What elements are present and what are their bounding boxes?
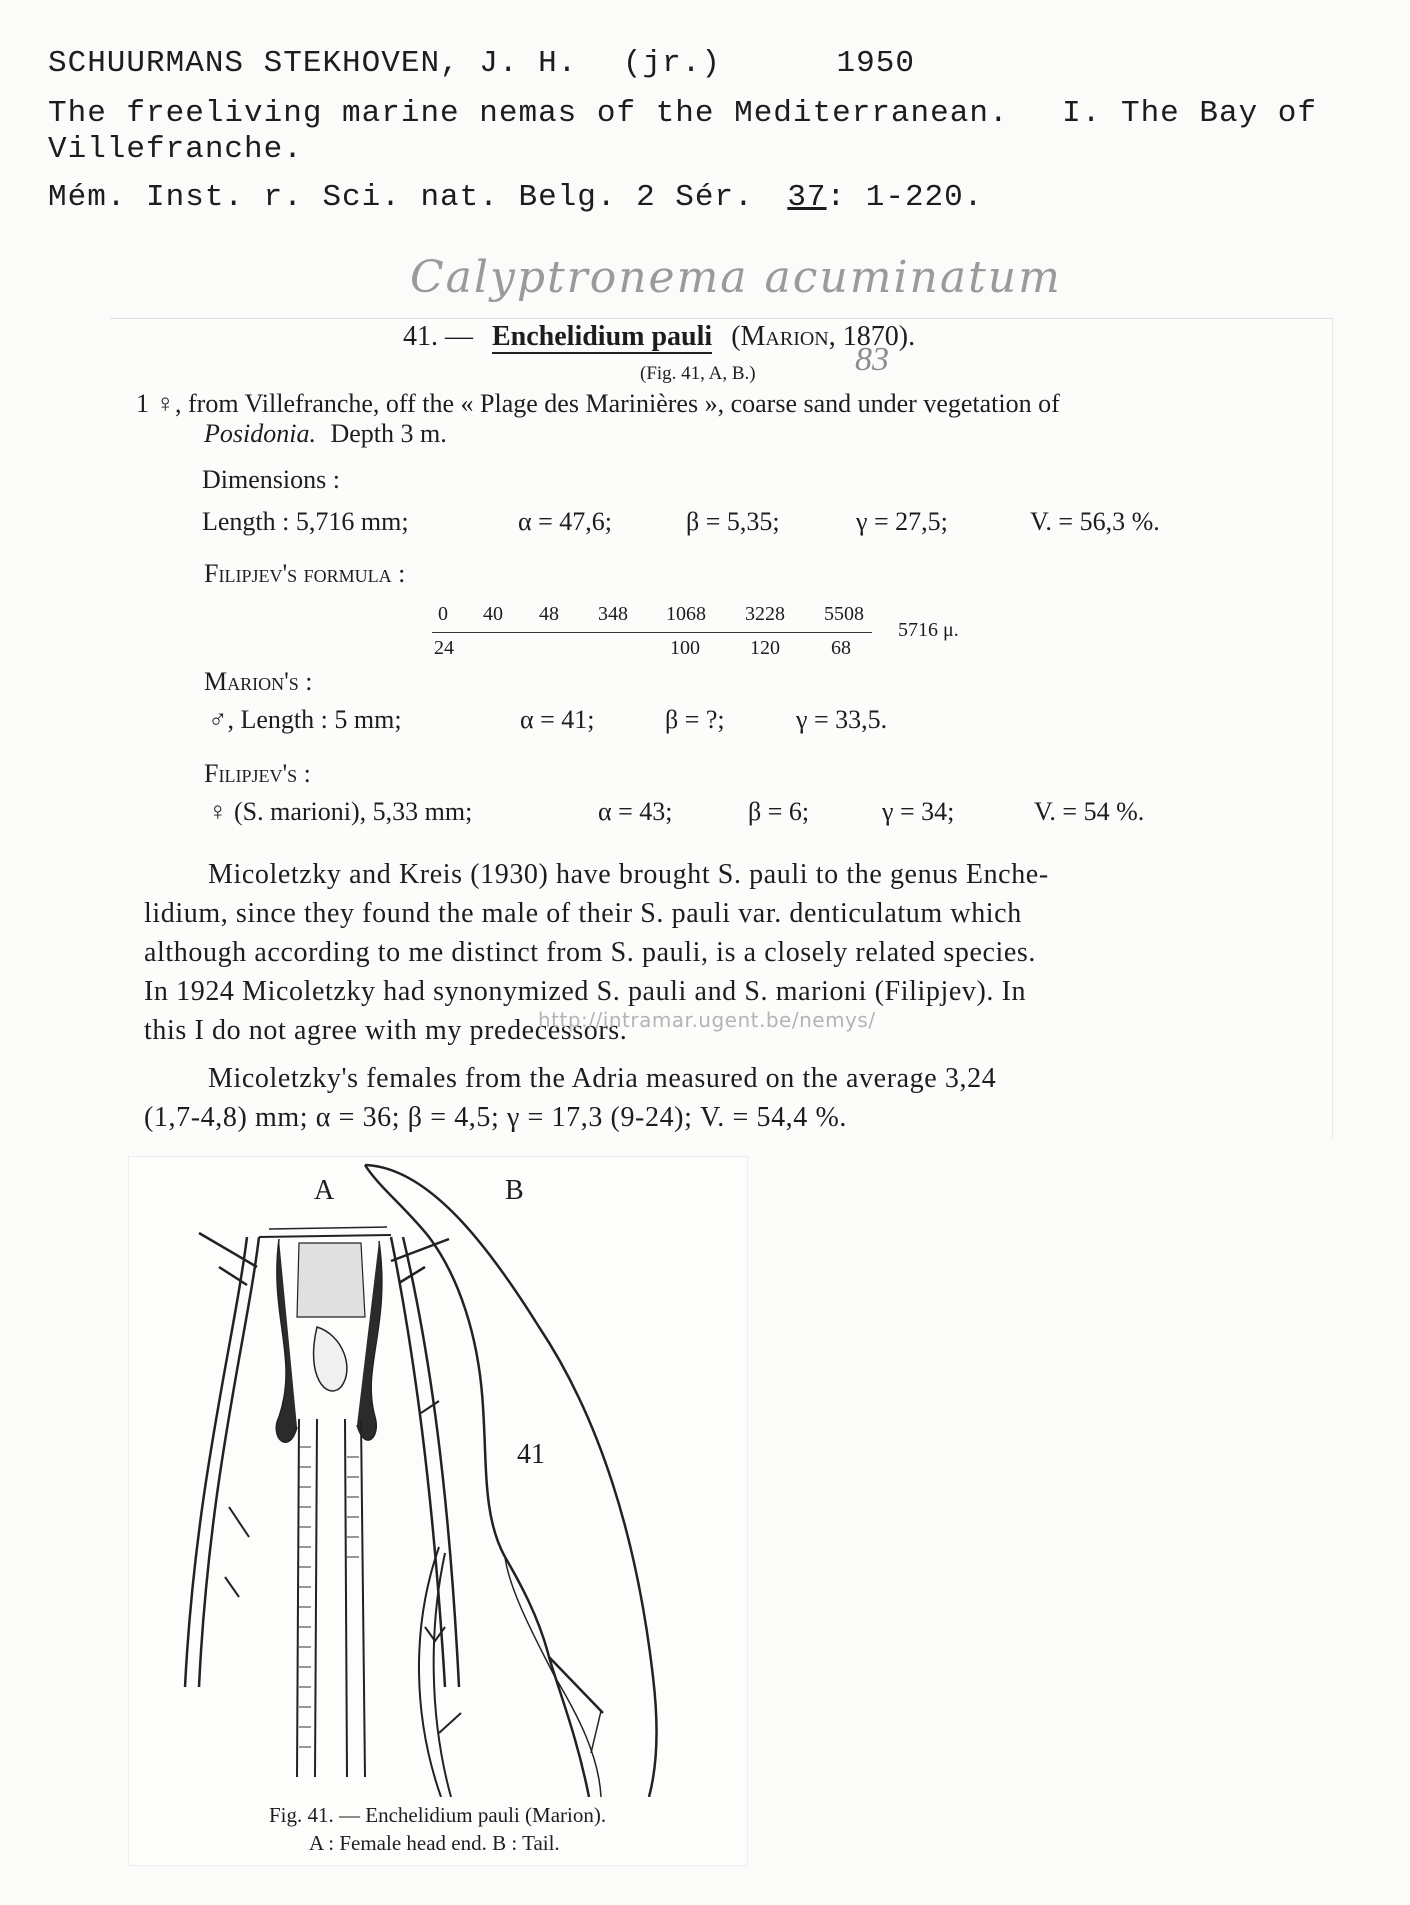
dimensions-beta: β = 5,35; bbox=[686, 507, 780, 536]
pages: : 1-220. bbox=[826, 180, 984, 215]
specimen-count: 1 ♀, bbox=[136, 389, 182, 418]
specimen-line2 bbox=[204, 419, 447, 449]
formula-top-cell: 1068 bbox=[666, 603, 706, 625]
marion-alpha: α = 41; bbox=[520, 705, 595, 734]
filipjev-heading: Filipjev's : bbox=[204, 759, 311, 788]
filipjev-formula bbox=[434, 603, 998, 663]
paragraph-line: In 1924 Micoletzky had synonymized S. pauli and S. marioni (Filipjev). In bbox=[144, 976, 1027, 1007]
filipjev-v: V. = 54 %. bbox=[1034, 797, 1145, 826]
journal: Mém. Inst. r. Sci. nat. Belg. 2 Sér. bbox=[48, 180, 754, 215]
formula-bottom-cell: 24 bbox=[434, 637, 454, 659]
watermark-url: http://intramar.ugent.be/nemys/ bbox=[538, 1008, 876, 1032]
formula-top-cell: 0 bbox=[438, 603, 448, 625]
species-authority: (Marion, 1870). bbox=[731, 321, 916, 352]
formula-heading: Filipjev's formula : bbox=[204, 559, 406, 588]
filipjev-gamma: γ = 34; bbox=[882, 797, 955, 826]
filipjev-alpha: α = 43; bbox=[598, 797, 673, 826]
citation-journal-line bbox=[48, 180, 983, 215]
title-line1: The freeliving marine nemas of the Mediterranean. bbox=[48, 96, 1009, 131]
filipjev-beta: β = 6; bbox=[748, 797, 810, 826]
dimensions-v: V. = 56,3 %. bbox=[1030, 507, 1160, 536]
title-part: I. The Bay of bbox=[1062, 96, 1318, 131]
species-number: 41. — bbox=[403, 321, 473, 352]
figure-label-b: B bbox=[505, 1175, 524, 1206]
figure-caption-line2: A : Female head end. B : Tail. bbox=[309, 1831, 560, 1855]
figure-caption-line1: Fig. 41. — Enchelidium pauli (Marion). bbox=[269, 1803, 607, 1827]
nematode-drawing bbox=[129, 1157, 747, 1797]
author: SCHUURMANS STEKHOVEN, J. H. bbox=[48, 46, 578, 81]
formula-top-cell: 48 bbox=[539, 603, 559, 625]
dimensions-length: Length : 5,716 mm; bbox=[202, 507, 409, 536]
formula-top-cell: 348 bbox=[598, 603, 628, 625]
formula-bottom-cell: 120 bbox=[750, 637, 780, 659]
figure-number: 41 bbox=[517, 1439, 545, 1470]
filipjev-specimen: ♀ (S. marioni), 5,33 mm; bbox=[208, 797, 473, 826]
paragraph-line: Micoletzky's females from the Adria measured on the average 3,24 bbox=[208, 1063, 997, 1094]
paragraph-line: although according to me distinct from S. pauli, is a closely related species. bbox=[144, 937, 1037, 968]
figure-reference: (Fig. 41, A, B.) bbox=[640, 363, 756, 384]
citation-author-line bbox=[48, 46, 915, 81]
dimensions-heading: Dimensions : bbox=[202, 465, 340, 494]
marion-length: ♂, Length : 5 mm; bbox=[208, 705, 402, 734]
citation-title-line bbox=[48, 96, 1317, 131]
paragraph-line: Micoletzky and Kreis (1930) have brought S. pauli to the genus Enche- bbox=[208, 859, 1049, 890]
marion-heading: Marion's : bbox=[204, 667, 313, 696]
specimen-text: from Villefranche, off the « Plage des Marinières », coarse sand under vegetation of bbox=[188, 389, 1060, 418]
handwritten-species-name: Calyptronema acuminatum bbox=[410, 252, 1062, 303]
formula-fraction-line bbox=[432, 632, 872, 633]
formula-top-cell: 3228 bbox=[745, 603, 785, 625]
dimensions-alpha: α = 47,6; bbox=[518, 507, 613, 536]
paragraph-line: (1,7-4,8) mm; α = 36; β = 4,5; γ = 17,3 (9-24); V. = 54,4 %. bbox=[144, 1102, 848, 1133]
formula-bottom-cell: 68 bbox=[831, 637, 851, 659]
marion-beta: β = ?; bbox=[665, 705, 725, 734]
marion-gamma: γ = 33,5. bbox=[796, 705, 888, 734]
formula-top-cell: 5508 bbox=[824, 603, 864, 625]
formula-top-row bbox=[438, 603, 864, 629]
figure-label-a: A bbox=[314, 1175, 335, 1206]
volume: 37 bbox=[787, 180, 827, 215]
citation-title-line2: Villefranche. bbox=[48, 132, 303, 167]
specimen-genus: Posidonia. bbox=[204, 419, 316, 448]
specimen-depth: Depth 3 m. bbox=[330, 419, 447, 448]
formula-top-cell: 40 bbox=[483, 603, 503, 625]
formula-bottom-row bbox=[434, 637, 858, 663]
specimen-line bbox=[136, 389, 1060, 419]
female-head-end-drawing bbox=[185, 1227, 459, 1777]
species-heading bbox=[403, 321, 915, 353]
handwritten-number: 83 bbox=[855, 341, 889, 378]
figure-41 bbox=[128, 1156, 748, 1866]
paragraph-measurements bbox=[144, 1059, 1324, 1137]
formula-total: 5716 μ. bbox=[898, 619, 959, 641]
dimensions-gamma: γ = 27,5; bbox=[856, 507, 948, 536]
paragraph-line: this I do not agree with my predecessors. bbox=[144, 1015, 628, 1046]
formula-bottom-cell: 100 bbox=[670, 637, 700, 659]
year: 1950 bbox=[836, 46, 915, 81]
species-name: Enchelidium pauli bbox=[492, 321, 713, 352]
esophagus-striations bbox=[299, 1447, 359, 1747]
author-suffix: (jr.) bbox=[622, 46, 721, 81]
paragraph-line: lidium, since they found the male of their S. pauli var. denticulatum which bbox=[144, 898, 1022, 929]
spicule-drawing bbox=[419, 1547, 451, 1797]
